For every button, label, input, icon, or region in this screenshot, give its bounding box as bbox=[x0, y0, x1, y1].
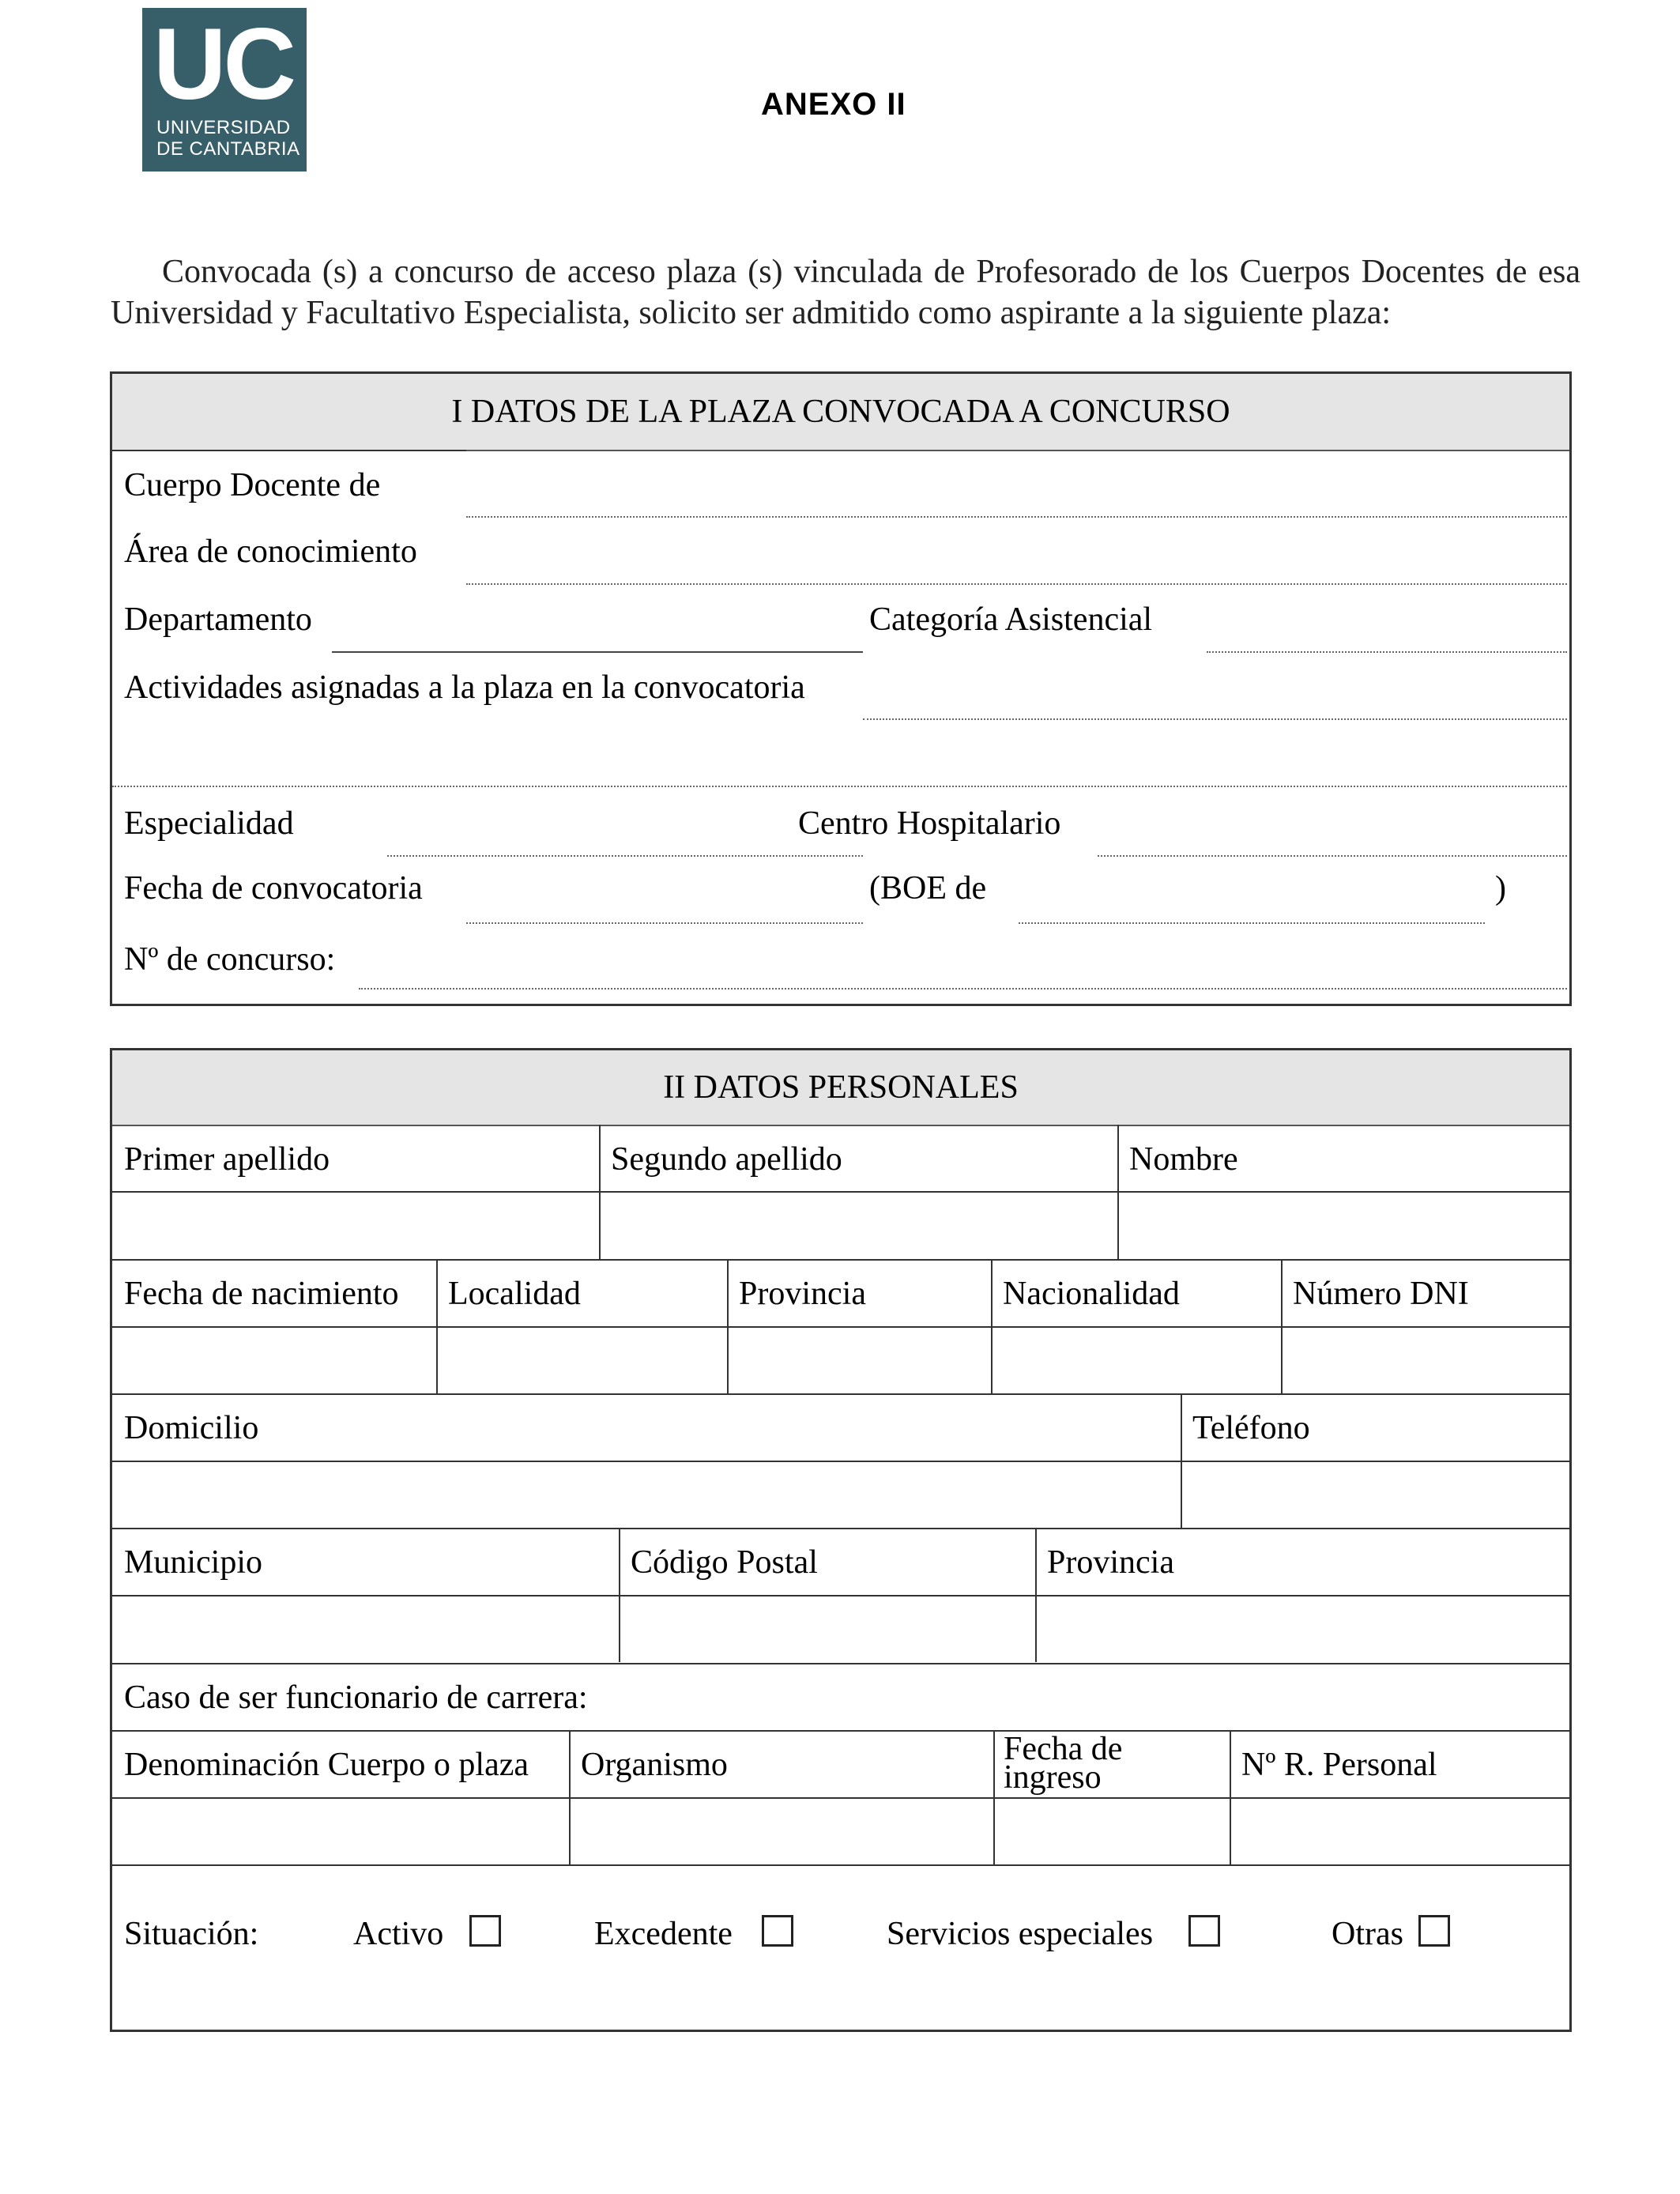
fecha-nacimiento-field[interactable] bbox=[112, 1328, 436, 1393]
centro-label: Centro Hospitalario bbox=[798, 805, 1061, 842]
situacion-label: Situación: bbox=[124, 1916, 259, 1952]
actividades-field-line2[interactable] bbox=[112, 786, 1567, 787]
cuerpo-docente-field[interactable] bbox=[466, 516, 1567, 518]
provincia2-label: Provincia bbox=[1047, 1544, 1174, 1581]
funcionario-label: Caso de ser funcionario de carrera: bbox=[124, 1679, 588, 1716]
section-personal bbox=[110, 1048, 1572, 2032]
municipio-label: Municipio bbox=[124, 1544, 262, 1581]
fecha-nacimiento-label: Fecha de nacimiento bbox=[124, 1276, 399, 1312]
num-concurso-label: Nº de concurso: bbox=[124, 941, 336, 978]
provincia-field[interactable] bbox=[729, 1328, 991, 1393]
activo-label: Activo bbox=[353, 1916, 444, 1952]
domicilio-field[interactable] bbox=[112, 1462, 1181, 1528]
denominacion-field[interactable] bbox=[112, 1799, 569, 1864]
segundo-apellido-label: Segundo apellido bbox=[611, 1141, 842, 1178]
activo-checkbox[interactable] bbox=[469, 1915, 501, 1947]
nr-personal-field[interactable] bbox=[1231, 1799, 1569, 1864]
segundo-apellido-field[interactable] bbox=[601, 1193, 1117, 1259]
servicios-checkbox[interactable] bbox=[1188, 1915, 1220, 1947]
primer-apellido-field[interactable] bbox=[112, 1193, 599, 1259]
nacionalidad-field[interactable] bbox=[993, 1328, 1281, 1393]
provincia-label: Provincia bbox=[739, 1276, 866, 1312]
numero-dni-label: Número DNI bbox=[1293, 1276, 1469, 1312]
municipio-field[interactable] bbox=[112, 1596, 619, 1663]
organismo-label: Organismo bbox=[581, 1747, 728, 1783]
nombre-label: Nombre bbox=[1129, 1141, 1238, 1178]
otras-checkbox[interactable] bbox=[1418, 1915, 1450, 1947]
especialidad-field[interactable] bbox=[387, 855, 863, 857]
section-personal-title: II DATOS PERSONALES bbox=[112, 1050, 1569, 1126]
departamento-label: Departamento bbox=[124, 601, 312, 638]
categoria-label: Categoría Asistencial bbox=[869, 601, 1153, 638]
intro-paragraph: Convocada (s) a concurso de acceso plaza (s) vinculada de Profesorado de los Cuerpos Docentes de esa Universidad y Facultativo Especialista, solicito ser admitido como aspirante a la siguiente plaza: bbox=[111, 254, 1580, 331]
fecha-ingreso-label: Fecha de ingreso bbox=[1004, 1731, 1123, 1796]
otras-label: Otras bbox=[1332, 1916, 1403, 1952]
departamento-field[interactable] bbox=[332, 651, 863, 653]
codigo-postal-label: Código Postal bbox=[631, 1544, 818, 1581]
servicios-label: Servicios especiales bbox=[887, 1916, 1154, 1952]
section-plaza-title: I DATOS DE LA PLAZA CONVOCADA A CONCURSO bbox=[112, 374, 1569, 451]
nacionalidad-label: Nacionalidad bbox=[1003, 1276, 1180, 1312]
excedente-checkbox[interactable] bbox=[762, 1915, 793, 1947]
actividades-field[interactable] bbox=[863, 718, 1567, 720]
fecha-convocatoria-label: Fecha de convocatoria bbox=[124, 870, 423, 907]
area-field[interactable] bbox=[466, 583, 1567, 585]
domicilio-label: Domicilio bbox=[124, 1410, 259, 1446]
excedente-label: Excedente bbox=[594, 1916, 733, 1952]
denominacion-label: Denominación Cuerpo o plaza bbox=[124, 1747, 529, 1783]
nombre-field[interactable] bbox=[1119, 1193, 1569, 1259]
fecha-convocatoria-field[interactable] bbox=[466, 922, 863, 924]
section-plaza bbox=[110, 371, 1572, 1006]
centro-field[interactable] bbox=[1098, 855, 1567, 857]
university-logo bbox=[142, 8, 307, 172]
especialidad-label: Especialidad bbox=[124, 805, 294, 842]
primer-apellido-label: Primer apellido bbox=[124, 1141, 330, 1178]
numero-dni-field[interactable] bbox=[1283, 1328, 1569, 1393]
num-concurso-field[interactable] bbox=[359, 988, 1567, 990]
logo-initials: UC bbox=[153, 8, 293, 121]
fecha-ingreso-field[interactable] bbox=[995, 1799, 1230, 1864]
nr-personal-label: Nº R. Personal bbox=[1241, 1747, 1437, 1783]
localidad-label: Localidad bbox=[448, 1276, 581, 1312]
boe-field[interactable] bbox=[1019, 922, 1485, 924]
boe-label: (BOE de bbox=[869, 870, 987, 907]
codigo-postal-field[interactable] bbox=[620, 1596, 1035, 1663]
area-label: Área de conocimiento bbox=[124, 533, 417, 570]
boe-close-paren: ) bbox=[1495, 870, 1506, 907]
categoria-field[interactable] bbox=[1207, 651, 1567, 653]
actividades-label: Actividades asignadas a la plaza en la convocatoria bbox=[124, 669, 805, 706]
telefono-label: Teléfono bbox=[1192, 1410, 1310, 1446]
page-title: ANEXO II bbox=[761, 87, 906, 122]
localidad-field[interactable] bbox=[438, 1328, 727, 1393]
logo-subtitle: UNIVERSIDAD DE CANTABRIA bbox=[156, 117, 300, 160]
telefono-field[interactable] bbox=[1182, 1462, 1569, 1528]
provincia2-field[interactable] bbox=[1037, 1596, 1569, 1663]
cuerpo-docente-label: Cuerpo Docente de bbox=[124, 467, 381, 503]
organismo-field[interactable] bbox=[571, 1799, 993, 1864]
